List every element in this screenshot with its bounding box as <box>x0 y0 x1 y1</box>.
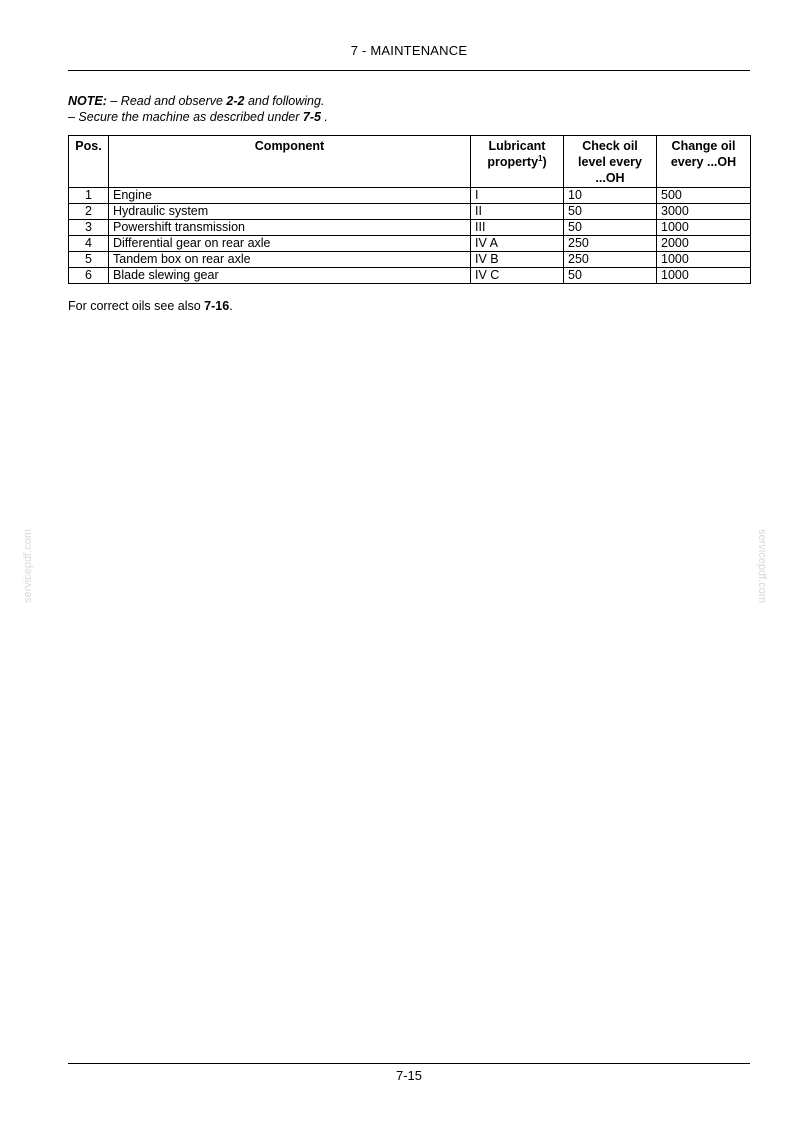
cell-component: Powershift transmission <box>109 220 471 236</box>
cell-check: 50 <box>564 204 657 220</box>
note-line-2 <box>68 109 328 125</box>
table-row <box>69 268 751 284</box>
table-row <box>69 236 751 252</box>
table-row <box>69 188 751 204</box>
table-header-row <box>69 136 751 188</box>
cell-lubricant: IV B <box>471 252 564 268</box>
note-reference: 2-2 <box>226 94 245 108</box>
table-row <box>69 204 751 220</box>
footer-rule <box>68 1063 750 1064</box>
cell-component: Blade slewing gear <box>109 268 471 284</box>
cell-check: 50 <box>564 268 657 284</box>
header-text: property <box>487 155 539 169</box>
cell-change: 1000 <box>657 268 751 284</box>
header-rule <box>68 70 750 71</box>
oil-reference-note <box>68 299 233 313</box>
note-text: and following. <box>244 94 325 108</box>
header-text: Check oil <box>582 139 638 153</box>
note-reference: 7-5 <box>302 110 321 124</box>
header-lubricant <box>471 136 564 188</box>
table-row <box>69 220 751 236</box>
cell-change: 2000 <box>657 236 751 252</box>
cell-change: 3000 <box>657 204 751 220</box>
note-line-1 <box>68 93 328 109</box>
header-text: Lubricant <box>488 139 546 153</box>
page-number: 7-15 <box>395 1068 423 1083</box>
note-block <box>68 93 328 125</box>
cell-component: Engine <box>109 188 471 204</box>
cell-change: 1000 <box>657 252 751 268</box>
cell-check: 10 <box>564 188 657 204</box>
lubrication-table <box>68 135 751 284</box>
cell-lubricant: II <box>471 204 564 220</box>
header-component: Component <box>109 136 471 188</box>
header-pos: Pos. <box>69 136 109 188</box>
footnote-marker: 1 <box>538 153 543 163</box>
section-reference: 7-16 <box>204 299 230 313</box>
watermark-right: servicepdf.com <box>755 529 768 603</box>
cell-pos: 5 <box>69 252 109 268</box>
cell-pos: 3 <box>69 220 109 236</box>
note-text: . <box>229 299 233 313</box>
cell-check: 250 <box>564 236 657 252</box>
cell-change: 1000 <box>657 220 751 236</box>
cell-pos: 6 <box>69 268 109 284</box>
header-text: Change oil <box>671 139 736 153</box>
note-text: For correct oils see also <box>68 299 205 313</box>
header-text: level every <box>578 155 642 169</box>
cell-lubricant: IV C <box>471 268 564 284</box>
header-check-oil <box>564 136 657 188</box>
table-row <box>69 252 751 268</box>
cell-lubricant: I <box>471 188 564 204</box>
note-text: . <box>320 110 328 124</box>
watermark-left: servicepdf.com <box>21 529 34 603</box>
cell-pos: 2 <box>69 204 109 220</box>
cell-pos: 1 <box>69 188 109 204</box>
header-change-oil <box>657 136 751 188</box>
header-text: every ...OH <box>670 155 737 169</box>
cell-lubricant: IV A <box>471 236 564 252</box>
cell-check: 50 <box>564 220 657 236</box>
cell-lubricant: III <box>471 220 564 236</box>
cell-component: Hydraulic system <box>109 204 471 220</box>
cell-component: Differential gear on rear axle <box>109 236 471 252</box>
header-text: ) <box>542 155 547 169</box>
page-header-title: 7 - MAINTENANCE <box>350 43 468 58</box>
note-text: – Secure the machine as described under <box>68 110 303 124</box>
cell-change: 500 <box>657 188 751 204</box>
note-label: NOTE: <box>68 94 107 108</box>
header-text: ...OH <box>595 171 625 185</box>
note-text: – Read and observe <box>106 94 227 108</box>
cell-component: Tandem box on rear axle <box>109 252 471 268</box>
cell-check: 250 <box>564 252 657 268</box>
cell-pos: 4 <box>69 236 109 252</box>
